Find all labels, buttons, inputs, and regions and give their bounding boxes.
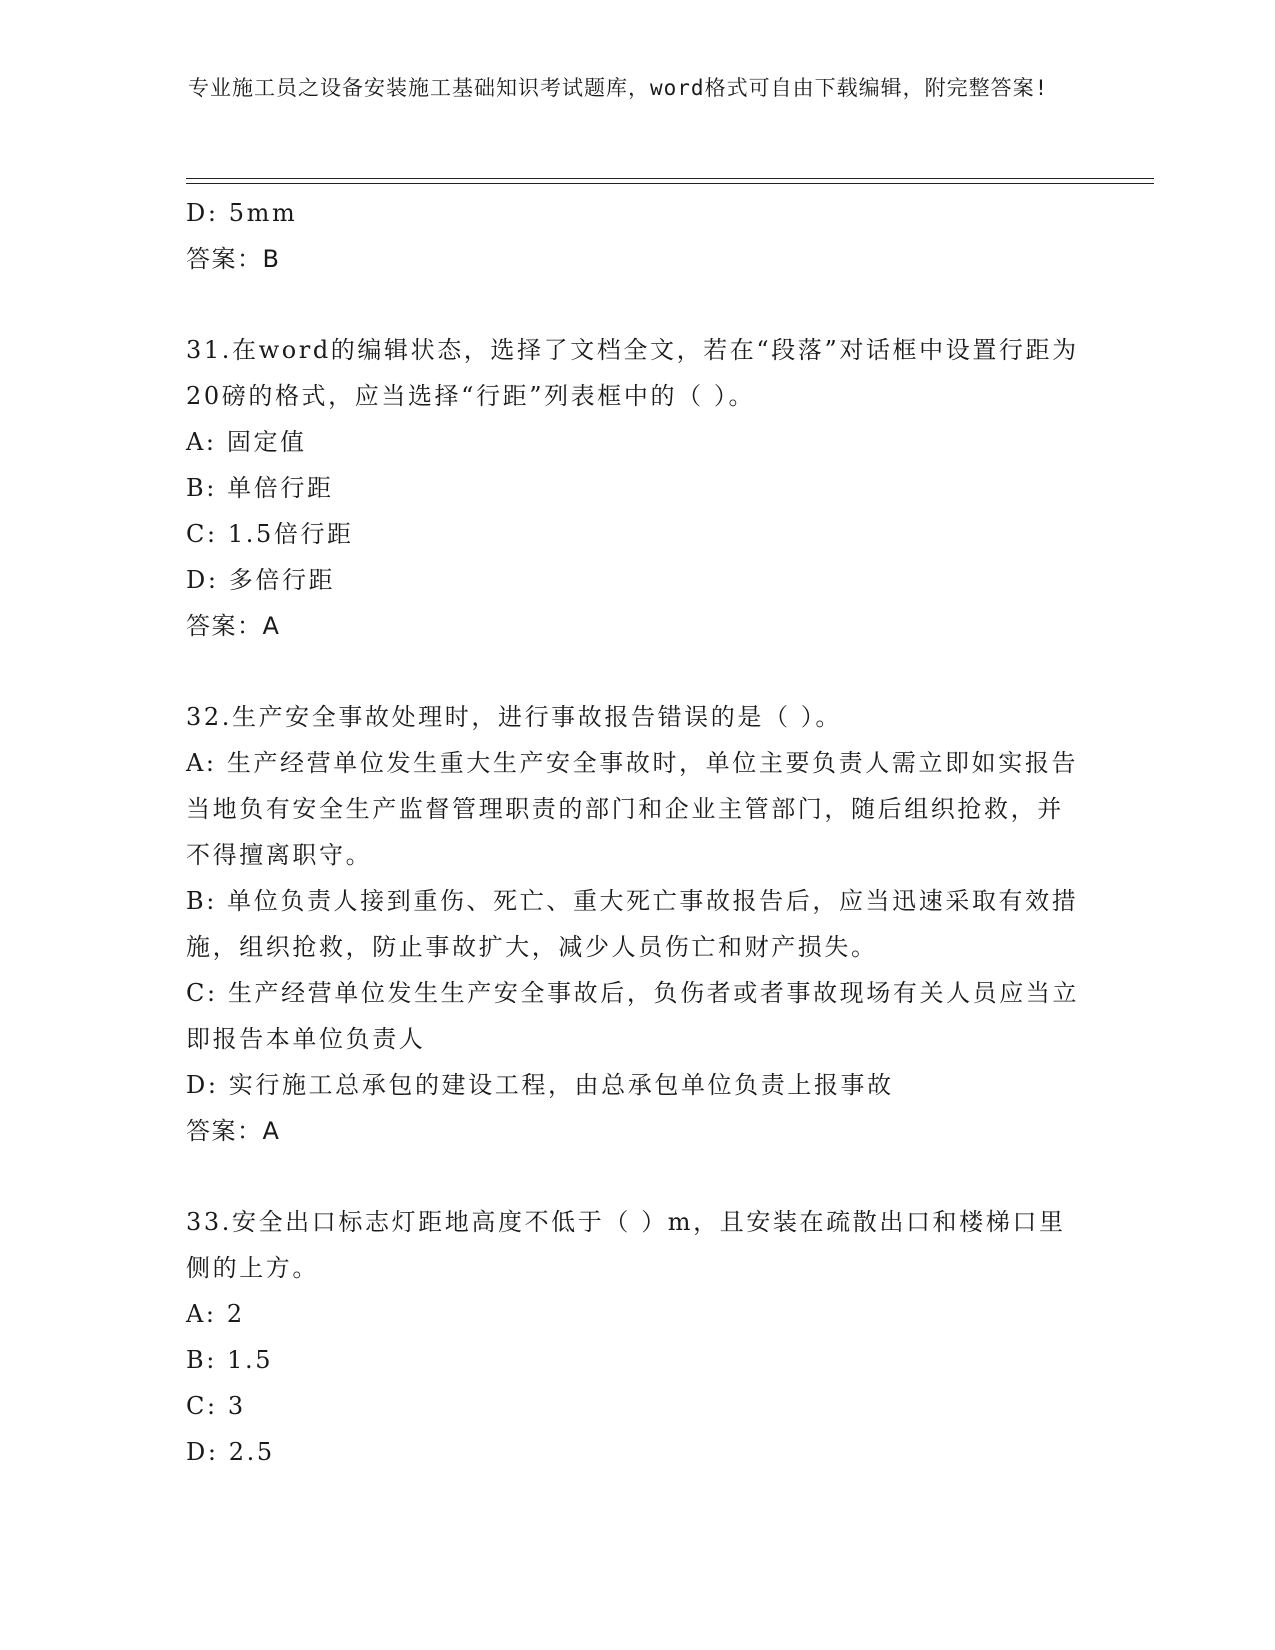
- question-text: 32.生产安全事故处理时，进行事故报告错误的是（ ）。: [186, 703, 842, 731]
- option-c: C: 生产经营单位发生生产安全事故后，负伤者或者事故现场有关人员应当立即报告本单位负责人: [186, 979, 1080, 1053]
- option-b: B: 1.5: [186, 1346, 274, 1374]
- answer: 答案：B: [186, 245, 281, 273]
- option-d: D: 5mm: [186, 199, 298, 227]
- option-a: A: 2: [186, 1300, 245, 1328]
- question-32: [186, 694, 1086, 1154]
- document-header: 专业施工员之设备安装施工基础知识考试题库，word格式可自由下载编辑，附完整答案!: [188, 76, 1049, 100]
- question-list: [186, 190, 1086, 1475]
- option-a: A: 固定值: [186, 428, 307, 456]
- header-divider-top: [186, 178, 1154, 179]
- option-a: A: 生产经营单位发生重大生产安全事故时，单位主要负责人需立即如实报告当地负有安全生产监督管理职责的部门和企业主管部门，随后组织抢救，并不得擅离职守。: [186, 749, 1079, 869]
- option-b: B: 单倍行距: [186, 474, 334, 502]
- option-c: C: 1.5倍行距: [186, 520, 354, 548]
- option-d: D: 2.5: [186, 1438, 275, 1466]
- question-text: 33.安全出口标志灯距地高度不低于（ ）m，且安装在疏散出口和楼梯口里侧的上方。: [186, 1208, 1066, 1282]
- option-d: D: 实行施工总承包的建设工程，由总承包单位负责上报事故: [186, 1071, 894, 1099]
- option-d: D: 多倍行距: [186, 566, 336, 594]
- question-33: [186, 1199, 1086, 1475]
- option-b: B: 单位负责人接到重伤、死亡、重大死亡事故报告后，应当迅速采取有效措施，组织抢救，防止事故扩大，减少人员伤亡和财产损失。: [186, 887, 1079, 961]
- question-text: 31.在word的编辑状态，选择了文档全文，若在“段落”对话框中设置行距为20磅的格式，应当选择“行距”列表框中的（ ）。: [186, 336, 1079, 410]
- answer: 答案：A: [186, 612, 281, 640]
- answer: 答案：A: [186, 1117, 281, 1145]
- question-31: [186, 327, 1086, 649]
- option-c: C: 3: [186, 1392, 246, 1420]
- header-divider-bottom: [186, 183, 1154, 184]
- previous-question-tail: [186, 190, 1086, 282]
